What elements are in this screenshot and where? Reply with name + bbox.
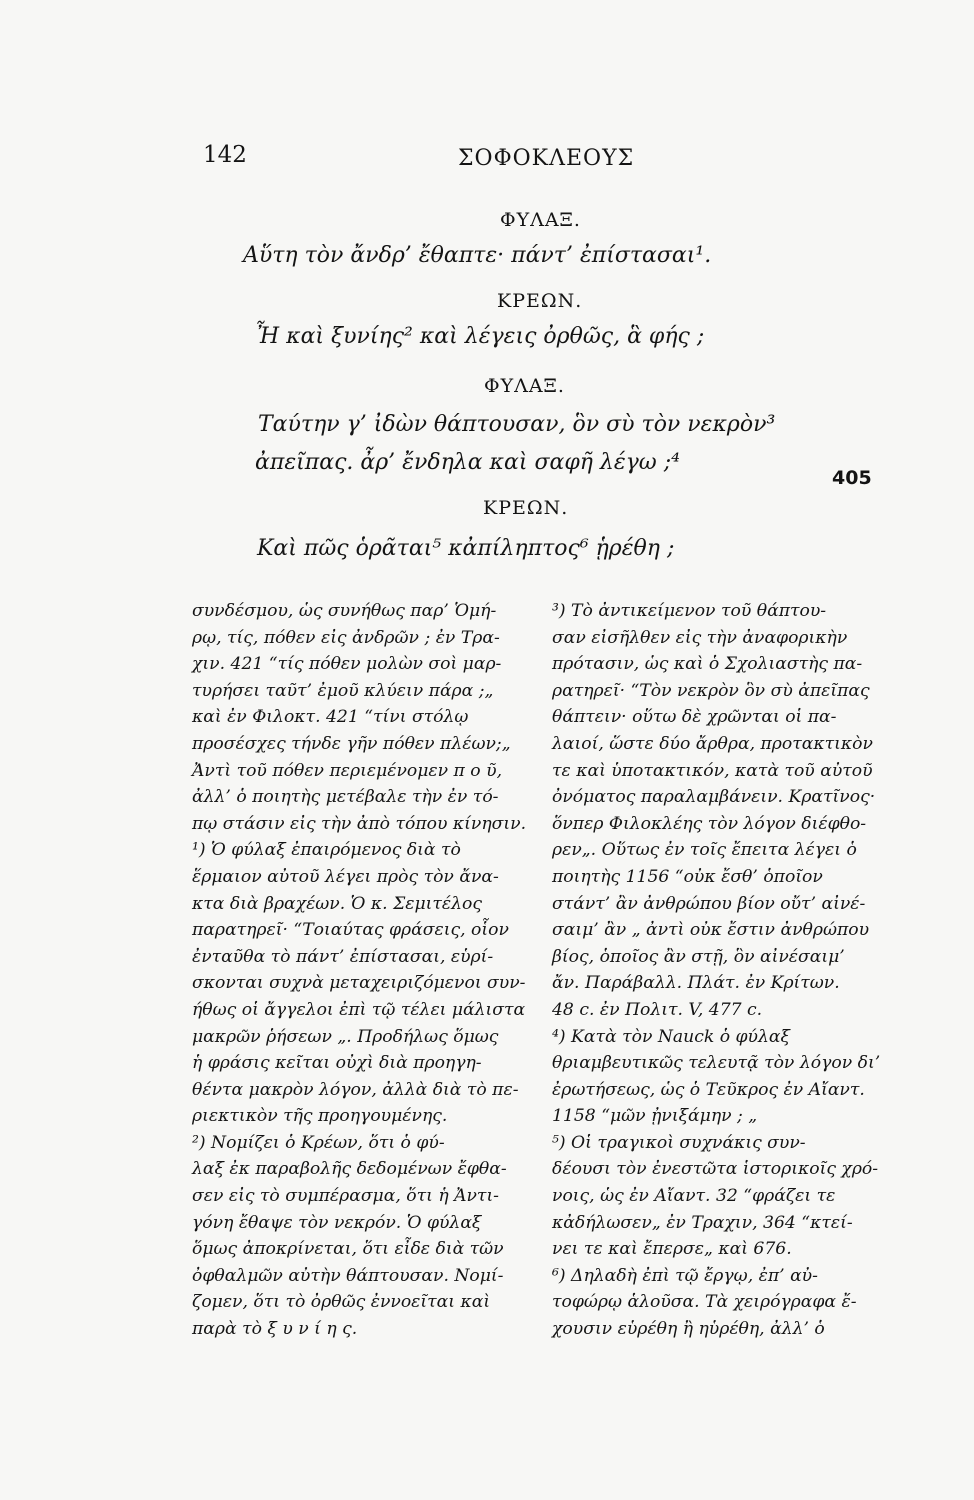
footnote-line: πῳ στάσιν εἰς τὴν ἀπὸ τόπου κίνησιν. [192, 813, 527, 834]
footnote-line: κτα διὰ βραχέων. Ὁ κ. Σεμιτέλος [192, 893, 482, 914]
footnote-line: σαν εἰσῆλθεν εἰς τὴν ἀναφορικὴν [552, 627, 848, 648]
footnote-line: 48 c. ἐν Πολιτ. V, 477 c. [552, 999, 763, 1020]
footnote-line: ρῳ, τίς, πόθεν εἰς ἀνδρῶν ; ἐν Τρα- [192, 627, 500, 648]
footnote-line: ὀνόματος παραλαμβάνειν. Κρατῖνος· [552, 787, 876, 808]
footnote-line: τυρήσει ταῦτ’ ἐμοῦ κλύειν πάρα ;„ [192, 680, 494, 701]
footnote-line: ⁶) Δηλαδὴ ἐπὶ τῷ ἔργῳ, ἐπ’ αὐ- [552, 1265, 818, 1286]
footnote-line: ὅνπερ Φιλοκλέης τὸν λόγον διέφθο- [552, 813, 867, 834]
footnote-line: ριεκτικὸν τῆς προηγουμένης. [192, 1106, 448, 1127]
footnote-line: 1158 “μῶν ᾐνιξάμην ; „ [552, 1106, 758, 1127]
verse-line: Αὕτη τὸν ἄνδρ’ ἔθαπτε· πάντ’ ἐπίστασαι¹. [243, 243, 712, 268]
footnote-line: ήθως οἱ ἄγγελοι ἐπὶ τῷ τέλει μάλιστα [192, 999, 526, 1020]
page-number: 142 [203, 142, 247, 168]
footnote-line: ἄν. Παράβαλλ. Πλάτ. ἐν Κρίτων. [552, 973, 840, 994]
speaker-label: ΦΥΛΑΞ. [500, 209, 581, 231]
footnote-line: τοφώρῳ ἁλοῦσα. Τὰ χειρόγραφα ἔ- [552, 1292, 857, 1313]
footnote-line: θάπτειν· οὕτω δὲ χρῶνται οἱ πα- [552, 707, 837, 728]
footnote-line: στάντ’ ἂν ἀνθρώπου βίον οὔτ’ αἰνέ- [552, 893, 866, 914]
line-number: 405 [832, 467, 872, 489]
footnote-line: ³) Τὸ ἀντικείμενον τοῦ θάπτου- [552, 601, 827, 621]
footnotes-right-column [552, 598, 892, 1343]
footnote-line: δέουσι τὸν ἐνεστῶτα ἱστορικοῖς χρό- [552, 1159, 879, 1180]
footnote-line: ζομεν, ὅτι τὸ ὀρθῶς ἐννοεῖται καὶ [192, 1292, 491, 1313]
footnote-line: βίος, ὁποῖος ἂν στῇ, ὃν αἰνέσαιμ’ [552, 946, 845, 967]
speaker-label: ΚΡΕΩΝ. [483, 497, 569, 519]
footnote-line: λαξ ἐκ παραβολῆς δεδομένων ἔφθα- [192, 1159, 507, 1180]
footnote-line: ὀφθαλμῶν αὐτὴν θάπτουσαν. Νομί- [192, 1265, 504, 1286]
footnote-line: ὅμως ἀποκρίνεται, ὅτι εἶδε διὰ τῶν [192, 1239, 504, 1260]
footnote-line: κἀδήλωσεν„ ἐν Τραχιν, 364 “κτεί- [552, 1212, 853, 1233]
footnote-line: ²) Νομίζει ὁ Κρέων, ὅτι ὁ φύ- [192, 1132, 445, 1153]
footnote-line: ἐνταῦθα τὸ πάντ’ ἐπίστασαι, εὑρί- [192, 946, 494, 967]
footnote-line: λαιοί, ὥστε δύο ἄρθρα, προτακτικὸν [552, 733, 873, 754]
footnote-line: ἐρωτήσεως, ὡς ὁ Τεῦκρος ἐν Αἴαντ. [552, 1079, 865, 1100]
running-title: ΣΟΦΟΚΛΕΟΥΣ [458, 146, 635, 171]
footnote-line: σκονται συχνὰ μεταχειριζόμενοι συν- [192, 973, 526, 994]
footnotes-left-column [192, 598, 532, 1343]
footnote-line: χουσιν εὑρέθη ἢ ηὑρέθη, ἀλλ’ ὁ [552, 1319, 825, 1340]
footnote-line: ἀλλ’ ὁ ποιητὴς μετέβαλε τὴν ἐν τό- [192, 787, 499, 808]
footnote-line: ρεν„. Οὕτως ἐν τοῖς ἔπειτα λέγει ὁ [552, 840, 857, 861]
footnote-line: Ἀντὶ τοῦ πόθεν περιεμένομεν π ο ῦ, [192, 760, 503, 781]
footnote-line: χιν. 421 “τίς πόθεν μολὼν σοὶ μαρ- [192, 654, 502, 675]
footnote-line: συνδέσμου, ὡς συνήθως παρ’ Ὁμή- [192, 601, 497, 621]
speaker-label: ΦΥΛΑΞ. [484, 375, 565, 397]
footnote-line: νοις, ὡς ἐν Αἴαντ. 32 “φράζει τε [552, 1186, 836, 1207]
footnote-line: σεν εἰς τὸ συμπέρασμα, ὅτι ἡ Ἀντι- [192, 1186, 499, 1207]
footnote-line: ¹) Ὁ φύλαξ ἐπαιρόμενος διὰ τὸ [192, 840, 461, 861]
footnote-line: προσέσχες τήνδε γῆν πόθεν πλέων;„ [192, 733, 511, 754]
footnote-line: νει τε καὶ ἔπερσε„ καὶ 676. [552, 1239, 792, 1260]
footnote-line: τε καὶ ὑποτακτικόν, κατὰ τοῦ αὐτοῦ [552, 760, 873, 781]
footnote-line: πρότασιν, ὡς καὶ ὁ Σχολιαστὴς πα- [552, 654, 863, 675]
footnote-line: θριαμβευτικῶς τελευτᾷ τὸν λόγον δι’ [552, 1053, 881, 1074]
footnote-line: ποιητὴς 1156 “οὐκ ἔσθ’ ὁποῖον [552, 866, 823, 887]
footnote-line: γόνη ἔθαψε τὸν νεκρόν. Ὁ φύλαξ [192, 1212, 482, 1233]
verse-line: Καὶ πῶς ὁρᾶται⁵ κἀπίληπτος⁶ ᾑρέθη ; [257, 536, 675, 561]
footnote-line: σαιμ’ ἂν „ ἀντὶ οὐκ ἔστιν ἀνθρώπου [552, 920, 870, 941]
footnote-line: παρὰ τὸ ξ υ ν ί η ς. [192, 1319, 358, 1340]
footnote-line: καὶ ἐν Φιλοκτ. 421 “τίνι στόλῳ [192, 707, 469, 728]
verse-line: Ταύτην γ’ ἰδὼν θάπτουσαν, ὃν σὺ τὸν νεκρὸν³ [258, 412, 776, 437]
footnote-line: ἕρμαιον αὐτοῦ λέγει πρὸς τὸν ἄνα- [192, 866, 499, 887]
footnote-line: θέντα μακρὸν λόγον, ἀλλὰ διὰ τὸ πε- [192, 1079, 519, 1100]
speaker-label: ΚΡΕΩΝ. [497, 290, 583, 312]
verse-line: ἀπεῖπας. ἆρ’ ἔνδηλα καὶ σαφῆ λέγω ;⁴ [255, 450, 680, 475]
verse-line: Ἦ καὶ ξυνίης² καὶ λέγεις ὀρθῶς, ἃ φής ; [255, 324, 705, 349]
footnote-line: ⁴) Κατὰ τὸν Nauck ὁ φύλαξ [552, 1026, 790, 1047]
footnote-line: παρατηρεῖ· “Τοιαύτας φράσεις, οἷον [192, 920, 509, 941]
footnote-line: ρατηρεῖ· “Τὸν νεκρὸν ὃν σὺ ἀπεῖπας [552, 680, 870, 701]
footnote-line: ⁵) Οἱ τραγικοὶ συχνάκις συν- [552, 1132, 806, 1153]
footnote-line: μακρῶν ῥήσεων „. Προδήλως ὅμως [192, 1026, 499, 1047]
footnote-line: ἡ φράσις κεῖται οὐχὶ διὰ προηγη- [192, 1053, 482, 1074]
